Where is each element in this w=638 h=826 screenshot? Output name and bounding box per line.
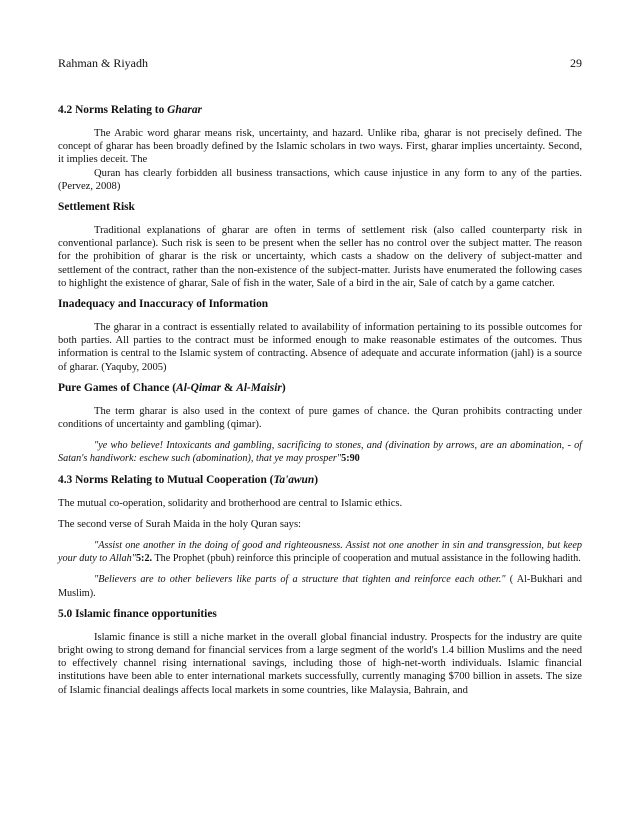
- heading-settlement-risk: Settlement Risk: [58, 201, 135, 214]
- heading-inadequacy: Inadequacy and Inaccuracy of Information: [58, 298, 269, 311]
- quote-text: "ye who believe! Intoxicants and gambling, sacrificing to stones, and (divination by arrows, are an abomination, - of Satan's handiwork: eschew such (abomination), that ye may prosper": [58, 440, 582, 465]
- hadith-text: "Believers are to other believers like parts of a structure that tighten and reinforce each other.": [94, 574, 506, 586]
- heading-term: Al-Maisir: [236, 381, 282, 394]
- main-content: [58, 104, 582, 705]
- quran-quote-5-2: [58, 539, 582, 565]
- heading-term: Gharar: [167, 104, 202, 116]
- hadith-source: ( Al-Bukhari and Muslim).: [58, 574, 582, 599]
- heading-5-0: 5.0 Islamic finance opportunities: [58, 607, 217, 620]
- paragraph-islamic-finance: Islamic finance is still a niche market in the overall global financial industry. Prospects for the industry are quite bright owing to strong demand for financial services from a large segment of the world's 1.4 billion Muslims and the need to effectively channel rising international savings, including those of high-net-worth individuals. Islamic financial institutions have been able to enter international markets successfully, currently managing $700 billion in assets. The size of Islamic financial dealings affects local markets in some countries, like Malaysia, Bahrain, and: [58, 631, 582, 696]
- quote-text: "Assist one another in the doing of good and righteousness. Assist not one another in sin and transgression, but keep your duty to Allah": [58, 540, 582, 565]
- paragraph-settlement: Traditional explanations of gharar are often in terms of settlement risk (also called counterparty risk in conventional parlance). Such risk is seen to be present when the seller has no control over the subject matter. The reason for the prohibition of gharar is the risk or uncertainty, which casts a shadow on the delivery of subject-matter and settlement of the contract, rather than the non-existence of the subject-matter. Jurists have enumerated the following cases to highlight the existence of gharar, Sale of fish in the water, Sale of a bird in the air, Sale of catch by a game catcher.: [58, 225, 582, 289]
- paragraph-cooperation: The mutual co-operation, solidarity and brotherhood are central to Islamic ethics.: [58, 497, 403, 509]
- page-number: 29: [570, 56, 582, 70]
- heading-text: 4.2 Norms Relating to: [58, 104, 168, 116]
- header-authors: Rahman & Riyadh: [58, 56, 148, 70]
- heading-term: Al-Qimar: [176, 381, 222, 394]
- heading-text: ): [281, 381, 286, 394]
- heading-games-of-chance: [58, 382, 582, 395]
- heading-text: 4.3 Norms Relating to Mutual Cooperation (: [58, 473, 274, 486]
- quote-tail: The Prophet (pbuh) reinforce this principle of cooperation and mutual assistance in the following hadith.: [152, 553, 581, 565]
- paragraph-inadequacy: The gharar in a contract is essentially related to availability of information pertaining to its possible outcomes for both parties. All parties to the contract must be informed enough to make reasonable estimates of the outcomes. Thus information is central to the Islamic system of contracting. Absence of adequate and accurate information (jahl) is a source of gharar. (Yaquby, 2005): [58, 322, 582, 373]
- heading-text: &: [221, 381, 237, 394]
- quran-quote-5-90: [58, 439, 582, 465]
- running-header: [58, 56, 582, 71]
- hadith-quote: [58, 573, 582, 599]
- quote-reference: 5:90: [341, 453, 360, 465]
- heading-text: ): [314, 473, 318, 486]
- paragraph-gharar-1: The Arabic word gharar means risk, uncertainty, and hazard. Unlike riba, gharar is not precisely defined. The concept of gharar has been broadly defined by the Islamic scholars in two ways. First, gharar implies uncertainty. Second, it implies deceit. The: [58, 128, 582, 166]
- heading-text: Pure Games of Chance (: [58, 381, 177, 394]
- paragraph-surah-maida: The second verse of Surah Maida in the holy Quran says:: [58, 518, 302, 530]
- paragraph-games: The term gharar is also used in the context of pure games of chance. the Quran prohibits contracting under conditions of uncertainty and gambling (qimar).: [58, 405, 582, 431]
- quote-reference: 5:2.: [135, 553, 153, 565]
- heading-term: Ta'awun: [273, 473, 315, 486]
- heading-4-3: [58, 474, 582, 487]
- heading-4-2: [58, 104, 582, 117]
- paragraph-gharar-2: Quran has clearly forbidden all business transactions, which cause injustice in any form to any of the parties. (Pervez, 2008): [58, 167, 582, 192]
